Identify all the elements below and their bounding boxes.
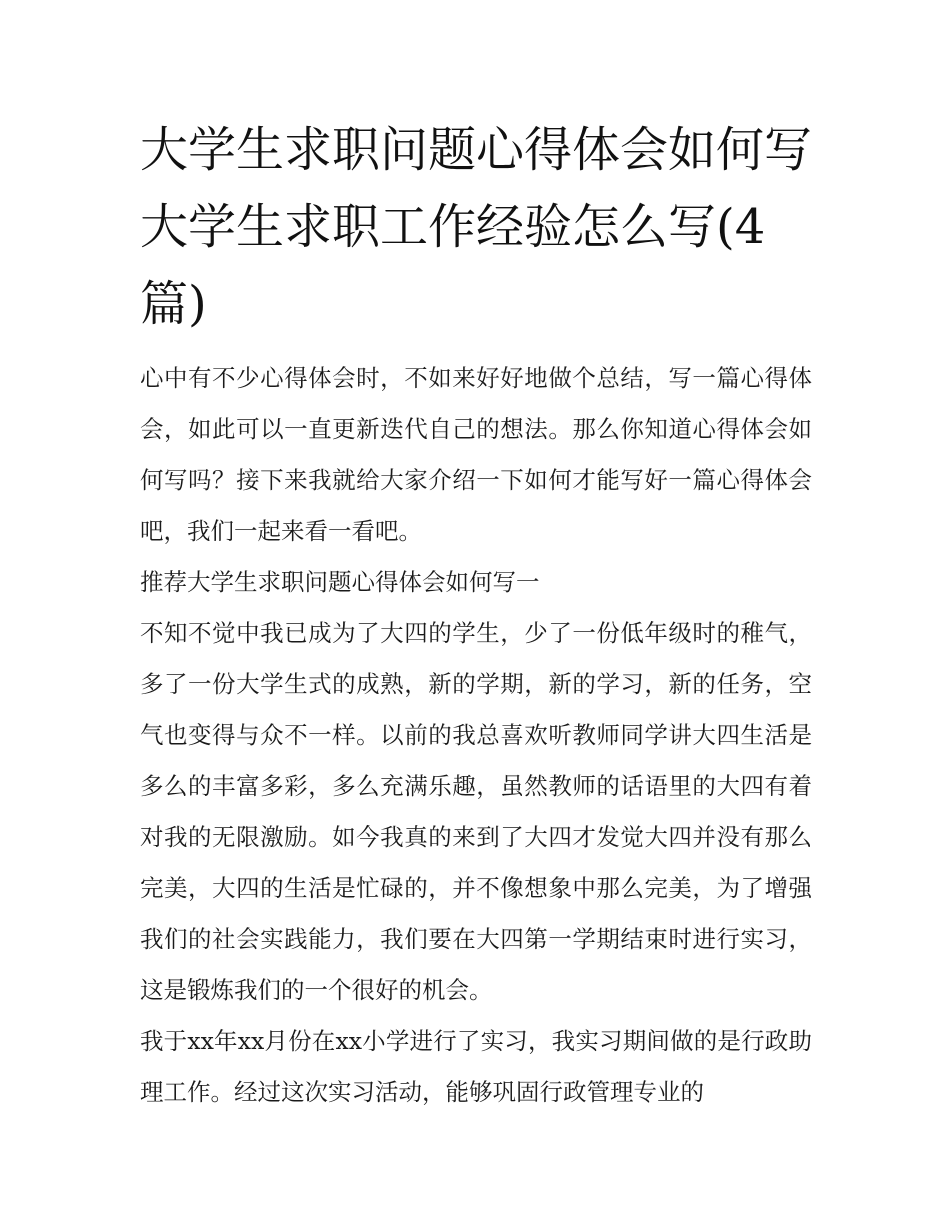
document-body (140, 112, 812, 1118)
document-title: 大学生求职问题心得体会如何写 大学生求职工作经验怎么写(4篇) (140, 122, 813, 332)
body-paragraph: 不知不觉中我已成为了大四的学生，少了一份低年级时的稚气，多了一份大学生式的成熟，新的学期，新的学习，新的任务，空气也变得与众不一样。以前的我总喜欢听教师同学讲大四生活是多么的丰富多彩，多么充满乐趣，虽然教师的话语里的大四有着对我的无限激励。如今我真的来到了大四才发觉大四并没有那么完美，大四的生活是忙碌的，并不像想象中那么完美，为了增强我们的社会实践能力，我们要在大四第一学期结束时进行实习，这是锻炼我们的一个很好的机会。 (140, 619, 812, 1004)
intro-paragraph: 心中有不少心得体会时，不如来好好地做个总结，写一篇心得体会，如此可以一直更新迭代自己的想法。那么你知道心得体会如何写吗？接下来我就给大家介绍一下如何才能写好一篇心得体会吧，我们一起来看一看吧。 (140, 364, 812, 545)
section-heading: 推荐大学生求职问题心得体会如何写一 (140, 568, 540, 596)
body-paragraph: 我于xx年xx月份在xx小学进行了实习，我实习期间做的是行政助理工作。经过这次实习活动，能够巩固行政管理专业的 (140, 1027, 812, 1106)
title-spacing (140, 343, 812, 353)
